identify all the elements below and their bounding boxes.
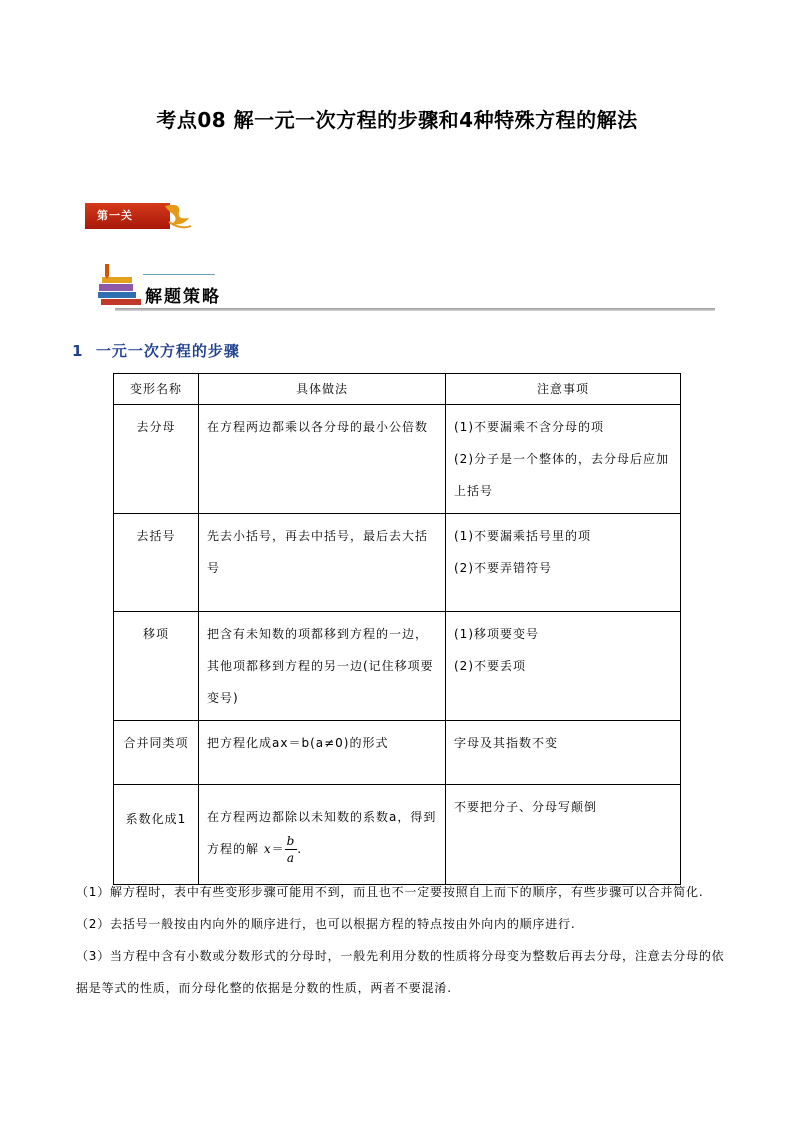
books-pencil-icon — [95, 262, 145, 312]
header-cell: 注意事项 — [446, 374, 681, 405]
step-method: 把含有未知数的项都移到方程的一边，其他项都移到方程的另一边(记住移项要变号) — [199, 612, 446, 721]
step-notes — [446, 405, 681, 514]
step-name: 移项 — [114, 612, 199, 721]
section-heading-text: 一元一次方程的步骤 — [95, 342, 240, 360]
note-line: (1)不要漏乘括号里的项 — [454, 529, 591, 543]
math-fraction — [285, 833, 298, 866]
level-banner — [85, 200, 195, 232]
step-name: 合并同类项 — [114, 721, 199, 785]
table-header-row — [114, 374, 681, 405]
banner-swirl-icon — [163, 200, 193, 232]
note-line: (2)不要弄错符号 — [454, 561, 552, 575]
table-row — [114, 612, 681, 721]
step-name: 去括号 — [114, 514, 199, 612]
note-line: 字母及其指数不变 — [454, 736, 559, 750]
strategy-label: 解题策略 — [145, 287, 221, 307]
header-cell: 变形名称 — [114, 374, 199, 405]
note-line: 不要把分子、分母写颠倒 — [454, 800, 598, 814]
strategy-top-line — [143, 274, 215, 275]
level-banner-label: 第一关 — [85, 203, 170, 229]
note-paragraph: （1）解方程时，表中有些变形步骤可能用不到，而且也不一定要按照自上而下的顺序，有些步骤可以合并简化. — [76, 885, 704, 899]
strategy-rule — [115, 308, 715, 311]
steps-table — [113, 373, 681, 885]
step-method: 把方程化成ax＝b(a≠0)的形式 — [199, 721, 446, 785]
header-cell: 具体做法 — [199, 374, 446, 405]
math-variable: x — [263, 842, 272, 856]
step-notes — [446, 785, 681, 885]
step-name: 去分母 — [114, 405, 199, 514]
note-line: (1)移项要变号 — [454, 627, 539, 641]
table-row — [114, 405, 681, 514]
section-number: 1 — [72, 342, 84, 360]
math-equals: ＝ — [271, 842, 285, 856]
fraction-denominator: a — [286, 851, 296, 865]
step-notes — [446, 612, 681, 721]
table-row — [114, 785, 681, 885]
note-line: (2)分子是一个整体的，去分母后应加上括号 — [454, 452, 669, 498]
table-row — [114, 514, 681, 612]
step-method: 先去小括号，再去中括号，最后去大括号 — [199, 514, 446, 612]
note-line: (1)不要漏乘不含分母的项 — [454, 420, 604, 434]
step-name: 系数化成1 — [114, 785, 199, 885]
step-method: 在方程两边都乘以各分母的最小公倍数 — [199, 405, 446, 514]
method-text: 在方程两边都除以未知数的系数a，得到方程的解 — [207, 810, 437, 856]
method-suffix: . — [297, 842, 303, 856]
notes-block — [76, 876, 726, 1004]
fraction-numerator: b — [286, 834, 296, 848]
note-paragraph: （2）去括号一般按由内向外的顺序进行，也可以根据方程的特点按由外向内的顺序进行. — [76, 917, 576, 931]
note-line: (2)不要丢项 — [454, 659, 526, 673]
section-heading — [72, 340, 240, 361]
step-notes — [446, 514, 681, 612]
step-notes — [446, 721, 681, 785]
step-method — [199, 785, 446, 885]
note-paragraph: （3）当方程中含有小数或分数形式的分母时，一般先利用分数的性质将分母变为整数后再去分母，注意去分母的依据是等式的性质，而分母化整的依据是分数的性质，两者不要混淆. — [76, 949, 725, 995]
table-row — [114, 721, 681, 785]
strategy-header — [95, 262, 715, 314]
page-title: 考点08 解一元一次方程的步骤和4种特殊方程的解法 — [156, 108, 638, 132]
